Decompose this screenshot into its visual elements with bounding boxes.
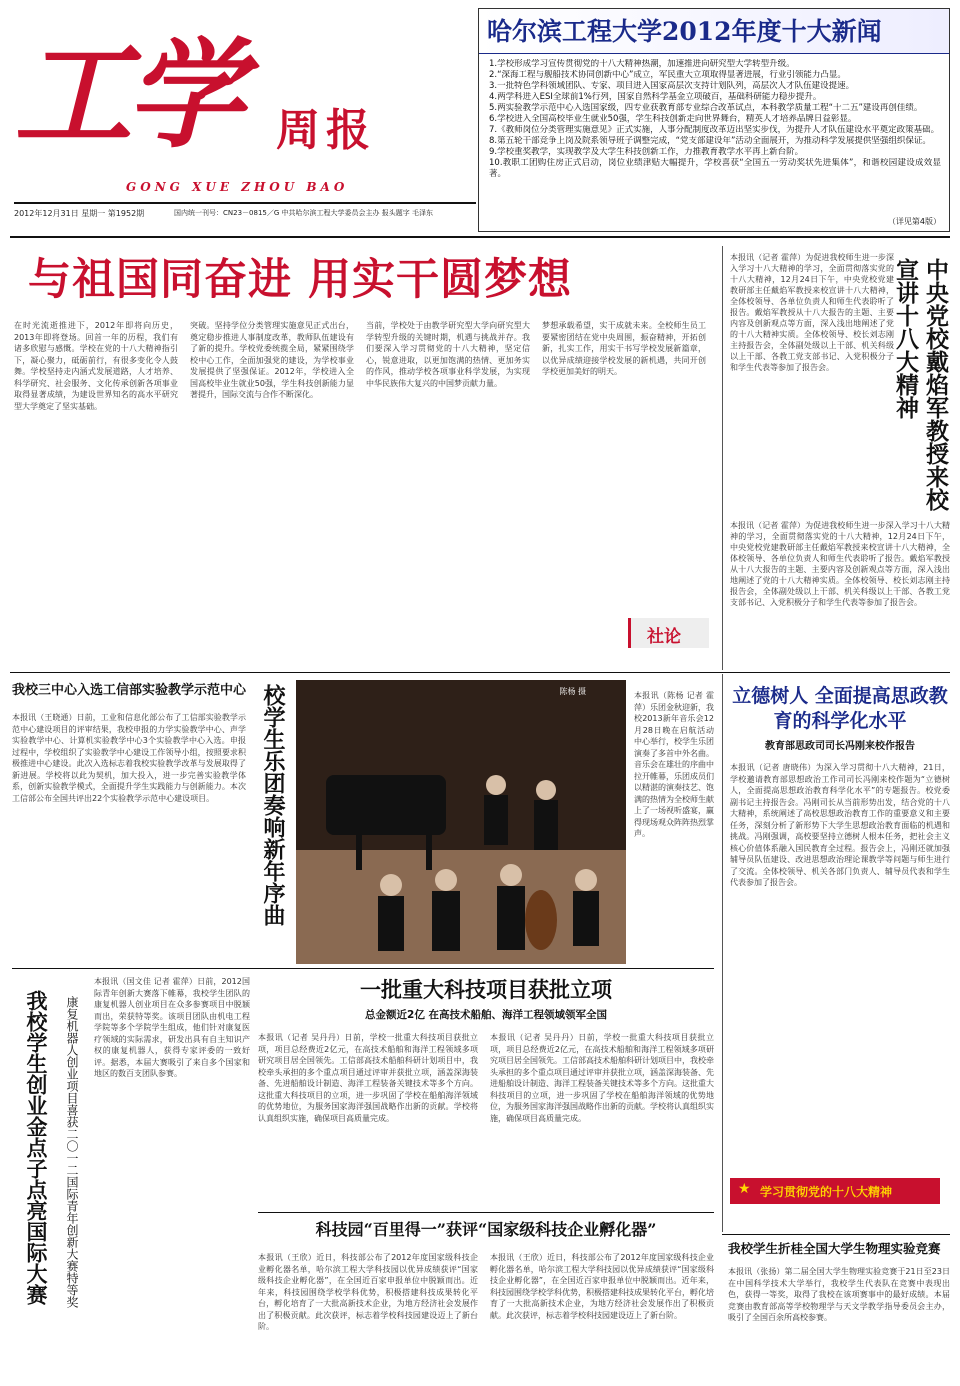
xuanjiang-body: 本报讯（记者 霍萍）为促进我校师生进一步深入学习十八大精神的学习，全面贯彻落实党的十八大精神，12月24日下午，中央党校党建教研部主任戴焰军教授来校宣讲十八大精神，全体校领导、各单位负责人和师生代表聆听了报告。戴焰军教授从十八大报告的主题、主要内容及创新观点等方面，深入浅出地阐述了党的十八大精神实质。全体校领导、校长刘志刚主持报告会，全体副处级以上干部、机关科级以上干部、各教工党支部书记、入党积极分子和学生代表等参加了报告会。 [730,253,894,372]
kangfu-body: 本报讯（国文佳 记者 霍萍）日前，2012国际青年创新大赛落下帷幕，我校学生团队的康复机器人创业项目在众多参赛项目中脱颖而出，荣获特等奖。该项目团队由机电工程学院等多个学院学生组成，他们针对康复医疗领域的实际需求，研发出具有自主知识产权的康复机器人，获得专家评委的一致好评。据悉，本届大赛吸引了来自多个国家和地区的数百支团队参赛。 [94,977,250,1078]
lide-article [730,684,950,1224]
orchestra-photo [296,680,626,964]
lab-center-article [12,682,246,962]
top-news-item: 10.教职工团购住房正式启动，岗位业绩津贴大幅提升，学校喜获“全国五一劳动奖状先进集体”，和谐校园建设成效显著。 [489,158,941,179]
editorial-tag-label: 社论 [647,627,681,647]
projects-article [258,976,714,1208]
masthead [14,20,474,232]
issue-line: 2012年12月31日 星期一 第1952期 [14,209,145,218]
incubator-article [258,1218,714,1382]
incubator-title: 科技园“百里得一”获评“国家级科技企业孵化器” [315,1220,657,1239]
slogan-text: 学习贯彻党的十八大精神 [760,1185,893,1199]
kangfu-title: 我校学生创业金点子点亮国际大赛 [24,990,49,1305]
physics-title: 我校学生折桂全国大学生物理实验竞赛 [728,1241,941,1256]
top-news-item: 2.“深海工程与舰船技术协同创新中心”成立，军民重大立项取得显著进展，行业引领能力凸显。 [489,70,846,80]
masthead-logo: 工学 [14,25,239,164]
slogan-banner [730,1178,940,1204]
top-news-title: 哈尔滨工程大学2012年度十大新闻 [487,17,882,46]
orchestra-article [254,680,714,970]
projects-body-cont: 本报讯（记者 吴丹丹）日前，学校一批重大科技项目获批立项，项目总经费近2亿元，在高技术船舶和海洋工程领域多项研究项目居全国领先。工信部高技术船舶科研计划项目中，我校牵头承担的多个重点项目通过评审并获批立项，涵盖深海装备、先进船舶设计制造、海洋工程装备关键技术等多个方向。这批重大科技项目的立项，进一步巩固了学校在船舶海洋领域的优势地位，为服务国家海洋强国战略作出新的贡献。学校将认真组织实施，确保项目高质量完成。 [490,1033,714,1123]
publisher-line: 国内统一刊号：CN23－0815／G 中共哈尔滨工程大学委员会主办 报头题字 毛泽东 [174,209,433,217]
incubator-body-cont: 本报讯（王欣）近日，科技部公布了2012年度国家级科技企业孵化器名单，哈尔滨工程大学科技园以优异成绩获评“国家级科技企业孵化器”，在全国近百家申报单位中脱颖而出。近年来，科技园围绕学校学科优势，积极搭建科技成果转化平台，孵化培育了一大批高新技术企业，为地方经济社会发展作出了积极贡献。此次获评，标志着学校科技园建设迈上了新台阶。 [490,1253,714,1320]
xuanjiang-body-cont: 本报讯（记者 霍萍）为促进我校师生进一步深入学习十八大精神的学习，全面贯彻落实党的十八大精神，12月24日下午，中央党校党建教研部主任戴焰军教授来校宣讲十八大精神，全体校领导、各单位负责人和师生代表聆听了报告。戴焰军教授从十八大报告的主题、主要内容及创新观点等方面，深入浅出地阐述了党的十八大精神实质。全体校领导、校长刘志刚主持报告会，全体副处级以上干部、机关科级以上干部、各教工党支部书记、入党积极分子和学生代表等参加了报告会。 [730,521,950,607]
lide-subtitle: 教育部思政司司长冯刚来校作报告 [765,741,915,752]
physics-body: 本报讯（张扬）第二届全国大学生物理实验竞赛于21日至23日在中国科学技术大学举行，我校学生代表队在竞赛中表现出色，获得一等奖，取得了我校在该项赛事中的最好成绩。本届竞赛由教育部高等学校物理学与天文学教学指导委员会主办，吸引了全国百余所高校参赛。 [728,1267,950,1322]
lab-center-title: 我校三中心入选工信部实验教学示范中心 [12,683,247,698]
slogan-star-icon: ★ [738,1181,751,1197]
top-news-item: 6.学校进入全国高校毕业生就业50强，学生科技创新走向世界舞台，精英人才培养品牌日益彰显。 [489,114,857,124]
lide-title: 立德树人 全面提高思政教育的科学化水平 [732,685,948,732]
masthead-pinyin: GONG XUE ZHOU BAO [126,180,349,194]
top-news-item: 1.学校形成学习宣传贯彻党的十八大精神热潮，加速推进向研究型大学转型升级。 [489,59,795,69]
top-news-continued: （详见第4版） [887,217,941,226]
editorial-column: 在时光流逝推进下，2012年即将向历史，2013年即将登场。回首一年的历程，我们有诸多欣慰与感慨。学校在党的十八大精神指引下，凝心聚力，砥砺前行，有很多变化令人鼓舞。学校坚持走内涵式发展道路，人才培养、科学研究、社会服务、文化传承创新各项事业取得显著成绩，为建设世界知名的高水平研究型大学奠定了坚实基础。 [14,321,178,411]
top-news-item: 3.一批特色学科领域团队、专家、项目进入国家高层次支持计划队列，高层次人才队伍建设提速。 [489,81,855,91]
main-headline: 与祖国同奋进 用实干圆梦想 [28,255,572,305]
top-news-item: 4.两学科进入ESI全球前1%行列，国家自然科学基金立项破百，基础科研能力稳步提升。 [489,92,822,102]
xuanjiang-title: 中央党校戴焰军教授来校宣讲十八大精神 [892,258,949,511]
orchestra-body: 本报讯（陈杨 记者 霍萍）乐团金秋迎新，我校2013新年音乐会12月28日晚在启航活动中心举行，校学生乐团演奏了多首中外名曲。音乐会在雄壮的序曲中拉开帷幕，乐团成员们以精湛的演奏技艺、饱满的热情为全校师生献上了一场视听盛宴，赢得现场观众阵阵热烈掌声。 [634,691,714,838]
editorial-column: 突破。坚持学位分类管理实施意见正式出台，奠定稳步推进人事制度改革，教师队伍建设有了新的提升。学校党委统揽全局，紧紧围绕学校中心工作，全面加强党的建设，为学校事业发展提供了坚强保证。2012年，学校进入全国高校毕业生就业50强，学生科技创新能力显著提升，国际交流与合作不断深化。 [190,321,354,399]
physics-article [728,1240,950,1382]
incubator-body: 本报讯（王欣）近日，科技部公布了2012年度国家级科技企业孵化器名单，哈尔滨工程大学科技园以优异成绩获评“国家级科技企业孵化器”，在全国近百家申报单位中脱颖而出。近年来，科技园围绕学校学科优势，积极搭建科技成果转化平台，孵化培育了一大批高新技术企业，为地方经济社会发展作出了积极贡献。此次获评，标志着学校科技园建设迈上了新台阶。 [258,1253,478,1331]
projects-subtitle: 总金额近2亿 在高技术船舶、海洋工程领域领军全国 [365,1009,607,1021]
top-news-item: 7.《教师岗位分类管理实施意见》正式实施，人事分配制度改革迈出坚实步伐，为提升人才队伍建设水平奠定政策基础。 [489,125,940,135]
editorial-column: 梦想承载希望，实干成就未来。全校师生员工要紧密团结在党中央周围，振奋精神，开拓创新，扎实工作，用实干书写学校发展新篇章，以优异成绩迎接学校发展的新机遇，共同开创学校更加美好的明天。 [542,321,706,376]
projects-body: 本报讯（记者 吴丹丹）日前，学校一批重大科技项目获批立项，项目总经费近2亿元，在高技术船舶和海洋工程领域多项研究项目居全国领先。工信部高技术船舶科研计划项目中，我校牵头承担的多个重点项目通过评审并获批立项，涵盖深海装备、先进船舶设计制造、海洋工程装备关键技术等多个方向。这批重大科技项目的立项，进一步巩固了学校在船舶海洋领域的优势地位，为服务国家海洋强国战略作出新的贡献。学校将认真组织实施，确保项目高质量完成。 [258,1033,478,1123]
top-news-item: 9.学校重奖教学，实现教学及大学生科技创新工作，力推教育教学水平再上新台阶。 [489,147,804,157]
editorial-column: 当前，学校处于由教学研究型大学向研究型大学转型升级的关键时期，机遇与挑战并存。我们要深入学习贯彻党的十八大精神，坚定信心，锐意进取，以更加饱满的热情、更加务实的作风，推动学校各项事业科学发展，为实现中华民族伟大复兴的中国梦贡献力量。 [366,321,530,388]
lide-body: 本报讯（记者 唐晓伟）为深入学习贯彻十八大精神，21日，学校邀请教育部思想政治工作司司长冯刚来校作题为“立德树人，全面提高思想政治教育科学化水平”的专题报告。校党委副书记主持报告会。冯刚司长从当前形势出发，结合党的十八大精神，系统阐述了高校思想政治教育工作的重要意义和主要任务，深刻分析了新形势下大学生思想政治教育面临的机遇和挑战。冯刚强调，高校要坚持立德树人根本任务，把社会主义核心价值体系融入国民教育全过程。报告会上，冯刚还就加强辅导员队伍建设、改进思想政治理论课教学等问题与师生进行了交流。全体校领导、机关各部门负责人、辅导员代表和学生代表参加了报告会。 [730,763,950,887]
editorial-columns [14,320,714,660]
orchestra-photo-graphic [296,680,626,964]
xuanjiang-article [730,252,950,672]
editorial-tag [628,618,709,648]
top-news-item: 5.两实验教学示范中心入选国家级，四专业获教育部专业综合改革试点，本科教学质量工程“十二五”建设再创佳绩。 [489,103,923,113]
photo-credit: 陈杨 摄 [559,687,586,696]
projects-title: 一批重大科技项目获批立项 [360,977,612,1002]
kangfu-subtitle: 康复机器人创业项目喜获二〇一二国际青年创新大赛特等奖 [65,996,79,1308]
lab-center-body: 本报讯（王晓通）日前，工业和信息化部公布了工信部实验教学示范中心建设项目的评审结果，我校申报的力学实验教学中心、声学实验教学中心、计算机实验教学中心3个实验教学中心入选。申报过程中，学校组织了实验教学中心建设工作领导小组，按照要求积极推进中心建设。此次入选标志着我校实验教学改革与发展取得了新进展。学校将以此为契机，加大投入，进一步完善实验教学体系，创新实验教学模式，全面提升学生实践能力与创新能力。本次工信部公布全国共评出22个实验教学示范中心建设项目。 [12,713,246,803]
top-news-box [478,8,950,232]
top-news-item: 8.第五轮干部竞争上岗及院系领导班子调整完成，“党支部建设年”活动全面展开，为推动科学发展提供坚强组织保证。 [489,136,931,146]
kangfu-article [12,976,252,1381]
orchestra-title: 校学生乐团奏响新年序曲 [260,684,286,926]
masthead-title: 周报 [276,105,376,156]
